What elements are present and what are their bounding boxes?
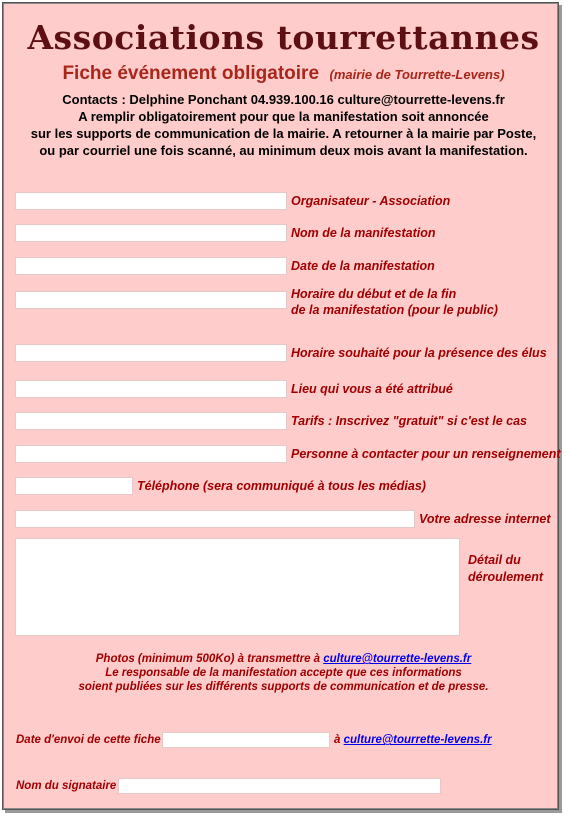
subtitle: [0, 63, 567, 85]
a-label: à: [334, 734, 341, 746]
date-envoi-to: [334, 734, 492, 746]
signataire-field[interactable]: [118, 778, 441, 794]
photos-note: [0, 652, 567, 694]
nom-manifestation-field[interactable]: [15, 224, 287, 242]
photos-text: Photos (minimum 500Ko) à transmettre à: [95, 653, 324, 665]
detail-deroulement-label: [468, 552, 543, 586]
personne-contact-field[interactable]: [15, 445, 287, 463]
detail-label-line-1: Détail du: [468, 553, 521, 567]
signataire-label: Nom du signataire: [16, 780, 117, 792]
date-envoi-email-link[interactable]: culture@tourrette-levens.fr: [343, 734, 492, 746]
detail-deroulement-textarea[interactable]: [15, 538, 460, 636]
telephone-field[interactable]: [15, 477, 133, 495]
date-manifestation-field[interactable]: [15, 257, 287, 275]
intro-line-2: sur les supports de communication de la mairie. A retourner à la mairie par Poste,: [30, 126, 537, 141]
responsable-line-1: Le responsable de la manifestation accepte que ces informations: [105, 667, 462, 679]
responsable-line-2: soient publiées sur les différents supports de communication et de presse.: [78, 681, 489, 693]
subtitle-note: (mairie de Tourrette-Levens): [329, 67, 505, 82]
telephone-label: Téléphone (sera communiqué à tous les médias): [137, 479, 426, 493]
email-link[interactable]: culture@tourrette-levens.fr: [323, 653, 472, 665]
intro-text: [0, 91, 567, 159]
detail-label-line-2: déroulement: [468, 570, 544, 584]
photos-line: [0, 652, 567, 666]
adresse-internet-field[interactable]: [15, 510, 415, 528]
subtitle-main: Fiche événement obligatoire: [62, 63, 320, 84]
horaire-elus-label: Horaire souhaité pour la présence des élus: [291, 346, 547, 360]
date-manifestation-label: Date de la manifestation: [291, 259, 435, 273]
intro-line-1: A remplir obligatoirement pour que la manifestation soit annoncée: [78, 109, 489, 124]
tarifs-label: Tarifs : Inscrivez "gratuit" si c'est le cas: [291, 414, 527, 428]
horaire-public-label-line-1: Horaire du début et de la fin: [291, 287, 457, 301]
horaire-public-label: [291, 286, 498, 318]
horaire-elus-field[interactable]: [15, 344, 287, 362]
horaire-public-field[interactable]: [15, 291, 287, 309]
personne-contact-label: Personne à contacter pour un renseignement: [291, 447, 561, 461]
adresse-internet-label: Votre adresse internet: [419, 512, 551, 526]
intro-line-3: ou par courriel une fois scanné, au minimum deux mois avant la manifestation.: [39, 143, 528, 158]
contacts-line: Contacts : Delphine Ponchant 04.939.100.16 culture@tourrette-levens.fr: [62, 92, 505, 107]
lieu-label: Lieu qui vous a été attribué: [291, 382, 453, 396]
page-title: Associations tourrettannes: [27, 18, 540, 57]
lieu-field[interactable]: [15, 380, 287, 398]
tarifs-field[interactable]: [15, 412, 287, 430]
organisateur-label: Organisateur - Association: [291, 194, 451, 208]
organisateur-field[interactable]: [15, 192, 287, 210]
date-envoi-field[interactable]: [162, 732, 330, 748]
horaire-public-label-line-2: de la manifestation (pour le public): [291, 303, 498, 317]
nom-manifestation-label: Nom de la manifestation: [291, 226, 436, 240]
date-envoi-label: Date d'envoi de cette fiche: [16, 734, 161, 746]
